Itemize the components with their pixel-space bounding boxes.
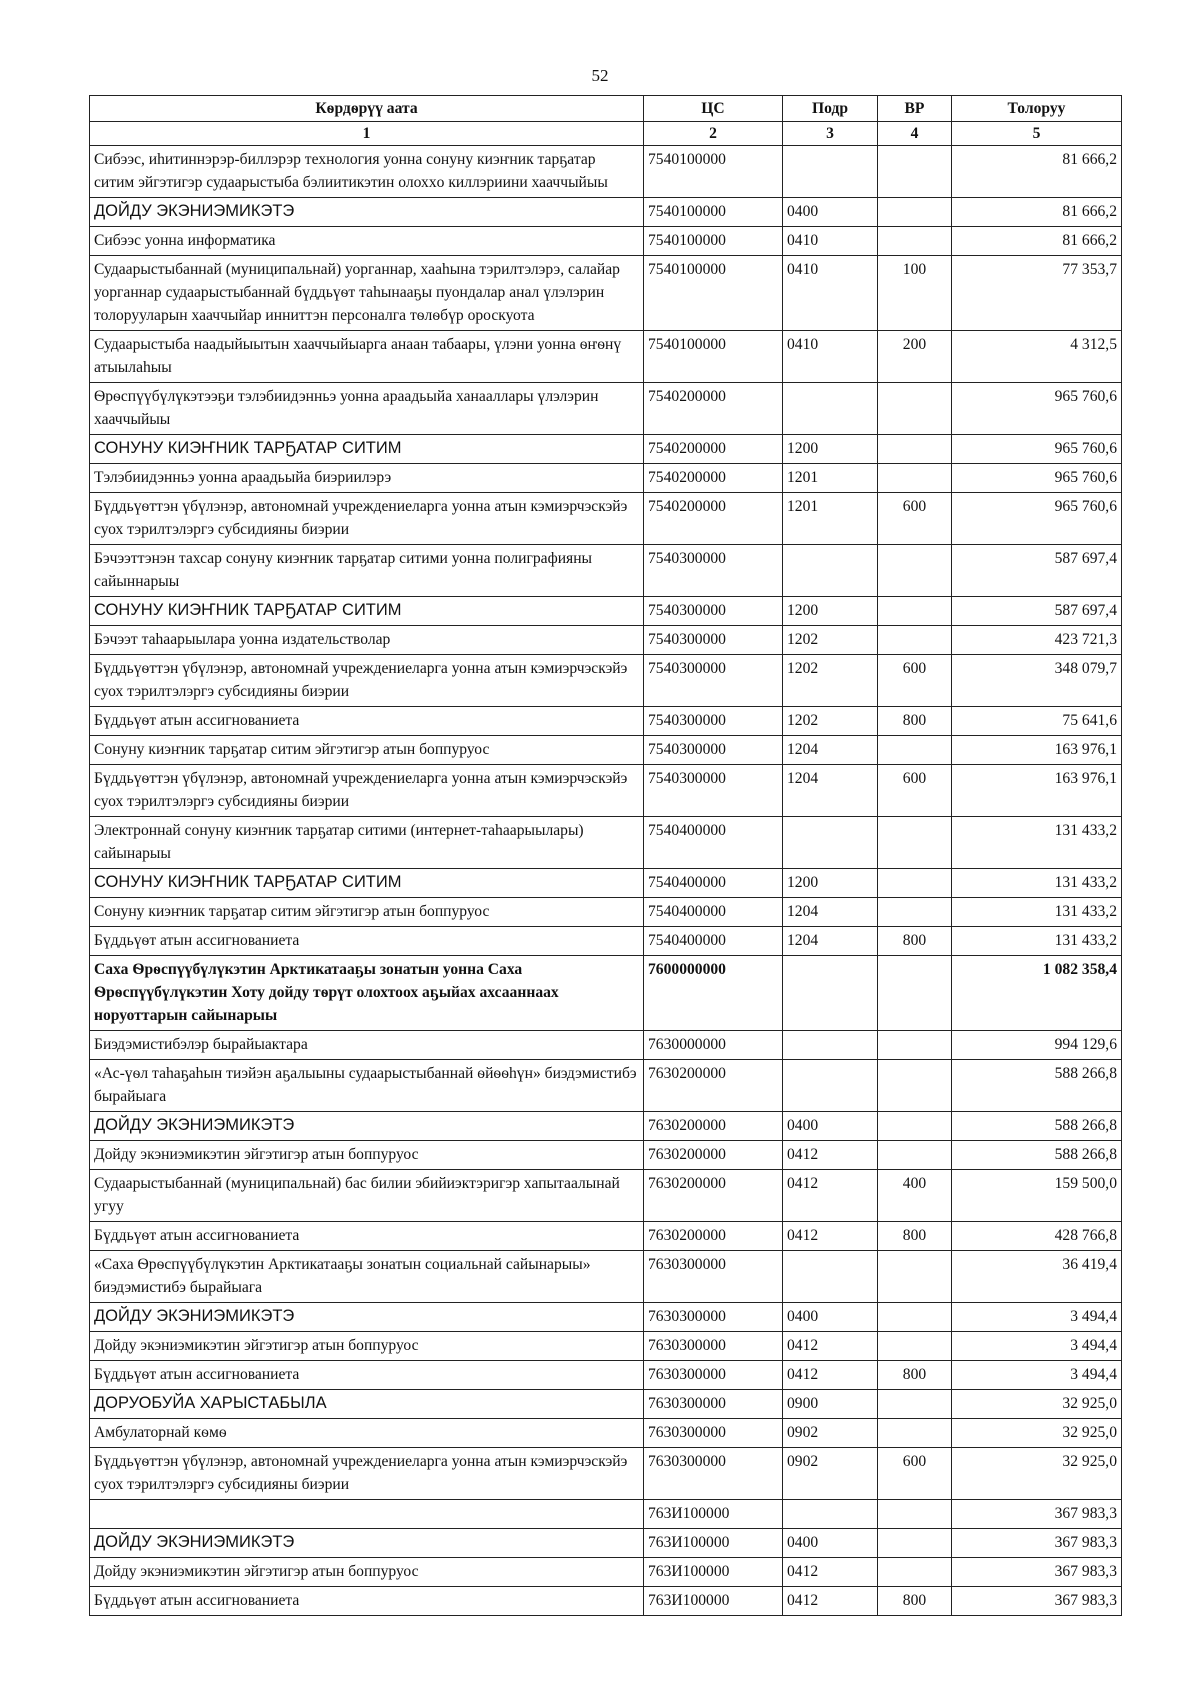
- column-number-5: 5: [952, 122, 1122, 146]
- row-vr-cell: [878, 1031, 952, 1060]
- row-vr-cell: [878, 597, 952, 626]
- row-name-cell: Судаарыстыба наадыйыытын хааччыйыарга анаан табаары, үлэни уонна ѳҥѳнү атыылаһыы: [90, 331, 644, 383]
- row-podr-cell: 1204: [783, 765, 878, 817]
- row-vr-cell: 400: [878, 1170, 952, 1222]
- table-row: [90, 1222, 1122, 1251]
- table-row: [90, 331, 1122, 383]
- row-vr-cell: [878, 1251, 952, 1303]
- table-row: [90, 1141, 1122, 1170]
- row-cs-cell: 7540200000: [644, 435, 783, 464]
- row-podr-cell: 0900: [783, 1390, 878, 1419]
- row-amount-cell: 587 697,4: [952, 545, 1122, 597]
- row-podr-cell: [783, 1060, 878, 1112]
- row-amount-cell: 367 983,3: [952, 1558, 1122, 1587]
- row-vr-cell: [878, 956, 952, 1031]
- row-amount-cell: 163 976,1: [952, 736, 1122, 765]
- row-vr-cell: 600: [878, 765, 952, 817]
- row-vr-cell: 800: [878, 1587, 952, 1616]
- row-podr-cell: 0412: [783, 1332, 878, 1361]
- row-cs-cell: 7630300000: [644, 1332, 783, 1361]
- row-vr-cell: 800: [878, 707, 952, 736]
- row-cs-cell: 763И100000: [644, 1529, 783, 1558]
- row-cs-cell: 7630300000: [644, 1361, 783, 1390]
- row-podr-cell: 0902: [783, 1448, 878, 1500]
- row-cs-cell: 763И100000: [644, 1558, 783, 1587]
- row-cs-cell: 7540100000: [644, 331, 783, 383]
- row-vr-cell: [878, 1060, 952, 1112]
- row-cs-cell: 7540400000: [644, 927, 783, 956]
- row-vr-cell: [878, 227, 952, 256]
- table-row: [90, 1529, 1122, 1558]
- row-name-cell: Бэчээт таһаарыылара уонна издательстволар: [90, 626, 644, 655]
- row-amount-cell: 3 494,4: [952, 1303, 1122, 1332]
- table-row: [90, 1031, 1122, 1060]
- row-vr-cell: 200: [878, 331, 952, 383]
- row-vr-cell: 600: [878, 1448, 952, 1500]
- row-podr-cell: 1202: [783, 626, 878, 655]
- row-cs-cell: 7540100000: [644, 146, 783, 198]
- table-row: [90, 1170, 1122, 1222]
- table-row: [90, 927, 1122, 956]
- row-amount-cell: 131 433,2: [952, 869, 1122, 898]
- row-amount-cell: 81 666,2: [952, 227, 1122, 256]
- row-name-cell: Бүддьүѳттэн үбүлэнэр, автономнай учреждениеларга уонна атын кэмиэрчэскэйэ суох тэрилтэлэргэ субсидияны биэрии: [90, 655, 644, 707]
- row-amount-cell: 367 983,3: [952, 1500, 1122, 1529]
- row-amount-cell: 367 983,3: [952, 1529, 1122, 1558]
- row-vr-cell: [878, 626, 952, 655]
- row-amount-cell: 965 760,6: [952, 383, 1122, 435]
- table-row: [90, 736, 1122, 765]
- row-amount-cell: 4 312,5: [952, 331, 1122, 383]
- table-row: [90, 765, 1122, 817]
- table-row: [90, 626, 1122, 655]
- row-cs-cell: 7540300000: [644, 597, 783, 626]
- row-amount-cell: 994 129,6: [952, 1031, 1122, 1060]
- header-vr: ВР: [878, 96, 952, 122]
- row-cs-cell: 7540300000: [644, 765, 783, 817]
- row-name-cell: Бэчээттэнэн тахсар сонуну киэҥник тарҕатар ситими уонна полиграфияны сайыннарыы: [90, 545, 644, 597]
- column-number-4: 4: [878, 122, 952, 146]
- row-name-cell: «Ас-үѳл таһаҕаһын тиэйэн аҕалыыны судаарыстыбаннай ѳйѳѳһүн» биэдэмистибэ бырайыага: [90, 1060, 644, 1112]
- row-vr-cell: 600: [878, 655, 952, 707]
- row-podr-cell: 1200: [783, 597, 878, 626]
- row-cs-cell: 7540200000: [644, 383, 783, 435]
- row-podr-cell: [783, 1251, 878, 1303]
- row-name-cell: СОНУНУ КИЭҤНИК ТАРҔАТАР СИТИМ: [90, 597, 644, 626]
- table-row: [90, 1303, 1122, 1332]
- row-cs-cell: 7540300000: [644, 545, 783, 597]
- row-vr-cell: [878, 1500, 952, 1529]
- row-cs-cell: 7630300000: [644, 1448, 783, 1500]
- row-podr-cell: [783, 1031, 878, 1060]
- row-name-cell: Дойду экэниэмикэтин эйгэтигэр атын боппуруос: [90, 1332, 644, 1361]
- row-amount-cell: 1 082 358,4: [952, 956, 1122, 1031]
- row-name-cell: Биэдэмистибэлэр бырайыактара: [90, 1031, 644, 1060]
- row-podr-cell: 0400: [783, 1303, 878, 1332]
- row-cs-cell: 7540300000: [644, 626, 783, 655]
- row-podr-cell: 0400: [783, 1529, 878, 1558]
- row-podr-cell: 0410: [783, 227, 878, 256]
- row-name-cell: Ѳрѳспүүбүлүкэтээҕи тэлэбиидэнньэ уонна араадьыйа ханааллары үлэлэрин хааччыйыы: [90, 383, 644, 435]
- row-podr-cell: 1204: [783, 927, 878, 956]
- row-cs-cell: 7540300000: [644, 736, 783, 765]
- row-vr-cell: [878, 1390, 952, 1419]
- row-name-cell: Бүддьүѳттэн үбүлэнэр, автономнай учреждениеларга уонна атын кэмиэрчэскэйэ суох тэрилтэлэргэ субсидияны биэрии: [90, 493, 644, 545]
- row-name-cell: Бүддьүѳт атын ассигнованиета: [90, 1587, 644, 1616]
- table-row: [90, 1558, 1122, 1587]
- row-amount-cell: 588 266,8: [952, 1141, 1122, 1170]
- row-name-cell: СОНУНУ КИЭҤНИК ТАРҔАТАР СИТИМ: [90, 435, 644, 464]
- table-row: [90, 464, 1122, 493]
- row-cs-cell: 7600000000: [644, 956, 783, 1031]
- row-cs-cell: 7630300000: [644, 1419, 783, 1448]
- row-podr-cell: 0412: [783, 1558, 878, 1587]
- row-amount-cell: 965 760,6: [952, 464, 1122, 493]
- table-header: [90, 96, 1122, 146]
- column-number-1: 1: [90, 122, 644, 146]
- row-name-cell: ДОЙДУ ЭКЭНИЭМИКЭТЭ: [90, 1529, 644, 1558]
- row-amount-cell: 131 433,2: [952, 817, 1122, 869]
- row-podr-cell: 0412: [783, 1170, 878, 1222]
- row-name-cell: Амбулаторнай кѳмѳ: [90, 1419, 644, 1448]
- row-amount-cell: 428 766,8: [952, 1222, 1122, 1251]
- row-cs-cell: 7630200000: [644, 1222, 783, 1251]
- row-cs-cell: 7630300000: [644, 1303, 783, 1332]
- row-cs-cell: 7540300000: [644, 707, 783, 736]
- row-vr-cell: [878, 383, 952, 435]
- row-amount-cell: 159 500,0: [952, 1170, 1122, 1222]
- row-vr-cell: [878, 1332, 952, 1361]
- row-amount-cell: 965 760,6: [952, 435, 1122, 464]
- row-podr-cell: 0410: [783, 331, 878, 383]
- row-vr-cell: [878, 1303, 952, 1332]
- row-amount-cell: 32 925,0: [952, 1448, 1122, 1500]
- row-vr-cell: [878, 198, 952, 227]
- row-amount-cell: 423 721,3: [952, 626, 1122, 655]
- column-number-row: [90, 122, 1122, 146]
- row-name-cell: Саха Ѳрѳспүүбүлүкэтин Арктикатааҕы зонатын уонна Саха Ѳрѳспүүбүлүкэтин Хоту дойду тѳрүт олохтоох аҕыйах ахсааннаах норуоттарын сайынарыы: [90, 956, 644, 1031]
- table-row: [90, 1419, 1122, 1448]
- table-row: [90, 227, 1122, 256]
- row-vr-cell: 100: [878, 256, 952, 331]
- row-podr-cell: [783, 545, 878, 597]
- row-amount-cell: 36 419,4: [952, 1251, 1122, 1303]
- table-row: [90, 383, 1122, 435]
- table-row: [90, 1390, 1122, 1419]
- row-podr-cell: [783, 383, 878, 435]
- row-cs-cell: 7630200000: [644, 1112, 783, 1141]
- row-podr-cell: 0412: [783, 1361, 878, 1390]
- row-name-cell: СОНУНУ КИЭҤНИК ТАРҔАТАР СИТИМ: [90, 869, 644, 898]
- row-podr-cell: 0412: [783, 1141, 878, 1170]
- row-podr-cell: [783, 1500, 878, 1529]
- row-amount-cell: 81 666,2: [952, 146, 1122, 198]
- row-amount-cell: 3 494,4: [952, 1332, 1122, 1361]
- row-amount-cell: 75 641,6: [952, 707, 1122, 736]
- row-name-cell: Сонуну киэҥник тарҕатар ситим эйгэтигэр атын боппуруос: [90, 736, 644, 765]
- row-name-cell: ДОРУОБУЙА ХАРЫСТАБЫЛА: [90, 1390, 644, 1419]
- header-row: [90, 96, 1122, 122]
- row-cs-cell: 7540300000: [644, 655, 783, 707]
- table-row: [90, 435, 1122, 464]
- table-row: [90, 545, 1122, 597]
- row-podr-cell: 0400: [783, 1112, 878, 1141]
- row-cs-cell: 7540200000: [644, 464, 783, 493]
- table-row: [90, 1500, 1122, 1529]
- table-row: [90, 1448, 1122, 1500]
- budget-table: [89, 95, 1122, 1616]
- row-podr-cell: 1201: [783, 493, 878, 545]
- row-amount-cell: 81 666,2: [952, 198, 1122, 227]
- table-row: [90, 707, 1122, 736]
- row-vr-cell: [878, 817, 952, 869]
- column-number-2: 2: [644, 122, 783, 146]
- row-podr-cell: [783, 817, 878, 869]
- row-podr-cell: 1204: [783, 736, 878, 765]
- row-podr-cell: 0410: [783, 256, 878, 331]
- table-row: [90, 817, 1122, 869]
- header-amount: Толоруу: [952, 96, 1122, 122]
- row-cs-cell: 7540400000: [644, 898, 783, 927]
- row-vr-cell: [878, 1419, 952, 1448]
- row-cs-cell: 7540100000: [644, 256, 783, 331]
- row-name-cell: «Саха Ѳрѳспүүбүлүкэтин Арктикатааҕы зонатын социальнай сайынарыы» биэдэмистибэ бырайыага: [90, 1251, 644, 1303]
- row-amount-cell: 77 353,7: [952, 256, 1122, 331]
- table-body: [90, 146, 1122, 1616]
- row-vr-cell: [878, 1529, 952, 1558]
- row-name-cell: [90, 1500, 644, 1529]
- table-row: [90, 256, 1122, 331]
- row-vr-cell: [878, 869, 952, 898]
- row-podr-cell: 1202: [783, 707, 878, 736]
- row-name-cell: Бүддьүѳттэн үбүлэнэр, автономнай учреждениеларга уонна атын кэмиэрчэскэйэ суох тэрилтэлэргэ субсидияны биэрии: [90, 1448, 644, 1500]
- row-amount-cell: 32 925,0: [952, 1419, 1122, 1448]
- row-podr-cell: 0902: [783, 1419, 878, 1448]
- row-name-cell: Электроннай сонуну киэҥник тарҕатар ситими (интернет-таһаарыылары) сайынарыы: [90, 817, 644, 869]
- row-name-cell: Бүддьүѳт атын ассигнованиета: [90, 1222, 644, 1251]
- table-row: [90, 493, 1122, 545]
- table-row: [90, 597, 1122, 626]
- row-amount-cell: 587 697,4: [952, 597, 1122, 626]
- row-vr-cell: 600: [878, 493, 952, 545]
- table-row: [90, 1060, 1122, 1112]
- row-podr-cell: 1200: [783, 869, 878, 898]
- row-cs-cell: 7540100000: [644, 198, 783, 227]
- row-amount-cell: 131 433,2: [952, 898, 1122, 927]
- row-name-cell: Бүддьүѳт атын ассигнованиета: [90, 1361, 644, 1390]
- table-row: [90, 198, 1122, 227]
- page-number: 52: [591, 66, 609, 85]
- row-cs-cell: 7540400000: [644, 817, 783, 869]
- row-vr-cell: 800: [878, 1222, 952, 1251]
- row-vr-cell: 800: [878, 1361, 952, 1390]
- row-amount-cell: 131 433,2: [952, 927, 1122, 956]
- row-name-cell: Бүддьүѳт атын ассигнованиета: [90, 707, 644, 736]
- table-row: [90, 1112, 1122, 1141]
- table-row: [90, 869, 1122, 898]
- row-name-cell: ДОЙДУ ЭКЭНИЭМИКЭТЭ: [90, 198, 644, 227]
- row-cs-cell: 7630000000: [644, 1031, 783, 1060]
- row-name-cell: Сибээс, иһитиннэрэр-биллэрэр технология уонна сонуну киэҥник тарҕатар ситим эйгэтигэр судаарыстыба бэлиитикэтин олохxо киллэриини хааччыйыы: [90, 146, 644, 198]
- row-name-cell: Тэлэбиидэнньэ уонна араадьыйа биэриилэрэ: [90, 464, 644, 493]
- column-number-3: 3: [783, 122, 878, 146]
- row-amount-cell: 3 494,4: [952, 1361, 1122, 1390]
- row-cs-cell: 7540200000: [644, 493, 783, 545]
- row-podr-cell: 0400: [783, 198, 878, 227]
- table-row: [90, 1332, 1122, 1361]
- row-cs-cell: 7630300000: [644, 1251, 783, 1303]
- row-vr-cell: [878, 898, 952, 927]
- row-amount-cell: 588 266,8: [952, 1112, 1122, 1141]
- row-vr-cell: [878, 435, 952, 464]
- table-row: [90, 1251, 1122, 1303]
- row-vr-cell: [878, 736, 952, 765]
- row-cs-cell: 7630200000: [644, 1141, 783, 1170]
- row-cs-cell: 7630200000: [644, 1170, 783, 1222]
- table-row: [90, 898, 1122, 927]
- table-row: [90, 655, 1122, 707]
- row-vr-cell: 800: [878, 927, 952, 956]
- row-vr-cell: [878, 1141, 952, 1170]
- row-vr-cell: [878, 1558, 952, 1587]
- row-cs-cell: 763И100000: [644, 1500, 783, 1529]
- row-name-cell: Судаарыстыбаннай (муниципальнай) уорганнар, хааһына тэрилтэлэрэ, салайар уорганнар судаарыстыбаннай бүддьүѳт таһынааҕы пуондалар анал үлэлэрин толорууларын хааччыйар инниттэн персоналга тѳлѳбүр ороскуота: [90, 256, 644, 331]
- row-name-cell: Судаарыстыбаннай (муниципальнай) бас билии эбийиэктэригэр хапытаалынай угуу: [90, 1170, 644, 1222]
- row-amount-cell: 965 760,6: [952, 493, 1122, 545]
- table-row: [90, 1361, 1122, 1390]
- row-podr-cell: [783, 956, 878, 1031]
- header-podr: Подр: [783, 96, 878, 122]
- table-row: [90, 1587, 1122, 1616]
- row-name-cell: Сонуну киэҥник тарҕатар ситим эйгэтигэр атын боппуруос: [90, 898, 644, 927]
- row-name-cell: ДОЙДУ ЭКЭНИЭМИКЭТЭ: [90, 1303, 644, 1332]
- table-row: [90, 146, 1122, 198]
- row-podr-cell: 1201: [783, 464, 878, 493]
- row-podr-cell: 1204: [783, 898, 878, 927]
- header-indicator-name: Кѳрдѳрүү аата: [90, 96, 644, 122]
- row-cs-cell: 7540400000: [644, 869, 783, 898]
- row-amount-cell: 348 079,7: [952, 655, 1122, 707]
- row-amount-cell: 588 266,8: [952, 1060, 1122, 1112]
- row-name-cell: Бүддьүѳттэн үбүлэнэр, автономнай учреждениеларга уонна атын кэмиэрчэскэйэ суох тэрилтэлэргэ субсидияны биэрии: [90, 765, 644, 817]
- row-amount-cell: 163 976,1: [952, 765, 1122, 817]
- row-name-cell: Дойду экэниэмикэтин эйгэтигэр атын боппуруос: [90, 1558, 644, 1587]
- row-cs-cell: 763И100000: [644, 1587, 783, 1616]
- row-name-cell: Дойду экэниэмикэтин эйгэтигэр атын боппуруос: [90, 1141, 644, 1170]
- row-cs-cell: 7540100000: [644, 227, 783, 256]
- row-podr-cell: 0412: [783, 1587, 878, 1616]
- row-cs-cell: 7630200000: [644, 1060, 783, 1112]
- row-name-cell: ДОЙДУ ЭКЭНИЭМИКЭТЭ: [90, 1112, 644, 1141]
- row-podr-cell: 1200: [783, 435, 878, 464]
- row-amount-cell: 367 983,3: [952, 1587, 1122, 1616]
- row-podr-cell: [783, 146, 878, 198]
- row-vr-cell: [878, 464, 952, 493]
- row-podr-cell: 1202: [783, 655, 878, 707]
- table-row: [90, 956, 1122, 1031]
- row-amount-cell: 32 925,0: [952, 1390, 1122, 1419]
- row-vr-cell: [878, 146, 952, 198]
- header-cs: ЦС: [644, 96, 783, 122]
- row-cs-cell: 7630300000: [644, 1390, 783, 1419]
- row-vr-cell: [878, 1112, 952, 1141]
- row-vr-cell: [878, 545, 952, 597]
- row-name-cell: Сибээс уонна информатика: [90, 227, 644, 256]
- row-name-cell: Бүддьүѳт атын ассигнованиета: [90, 927, 644, 956]
- row-podr-cell: 0412: [783, 1222, 878, 1251]
